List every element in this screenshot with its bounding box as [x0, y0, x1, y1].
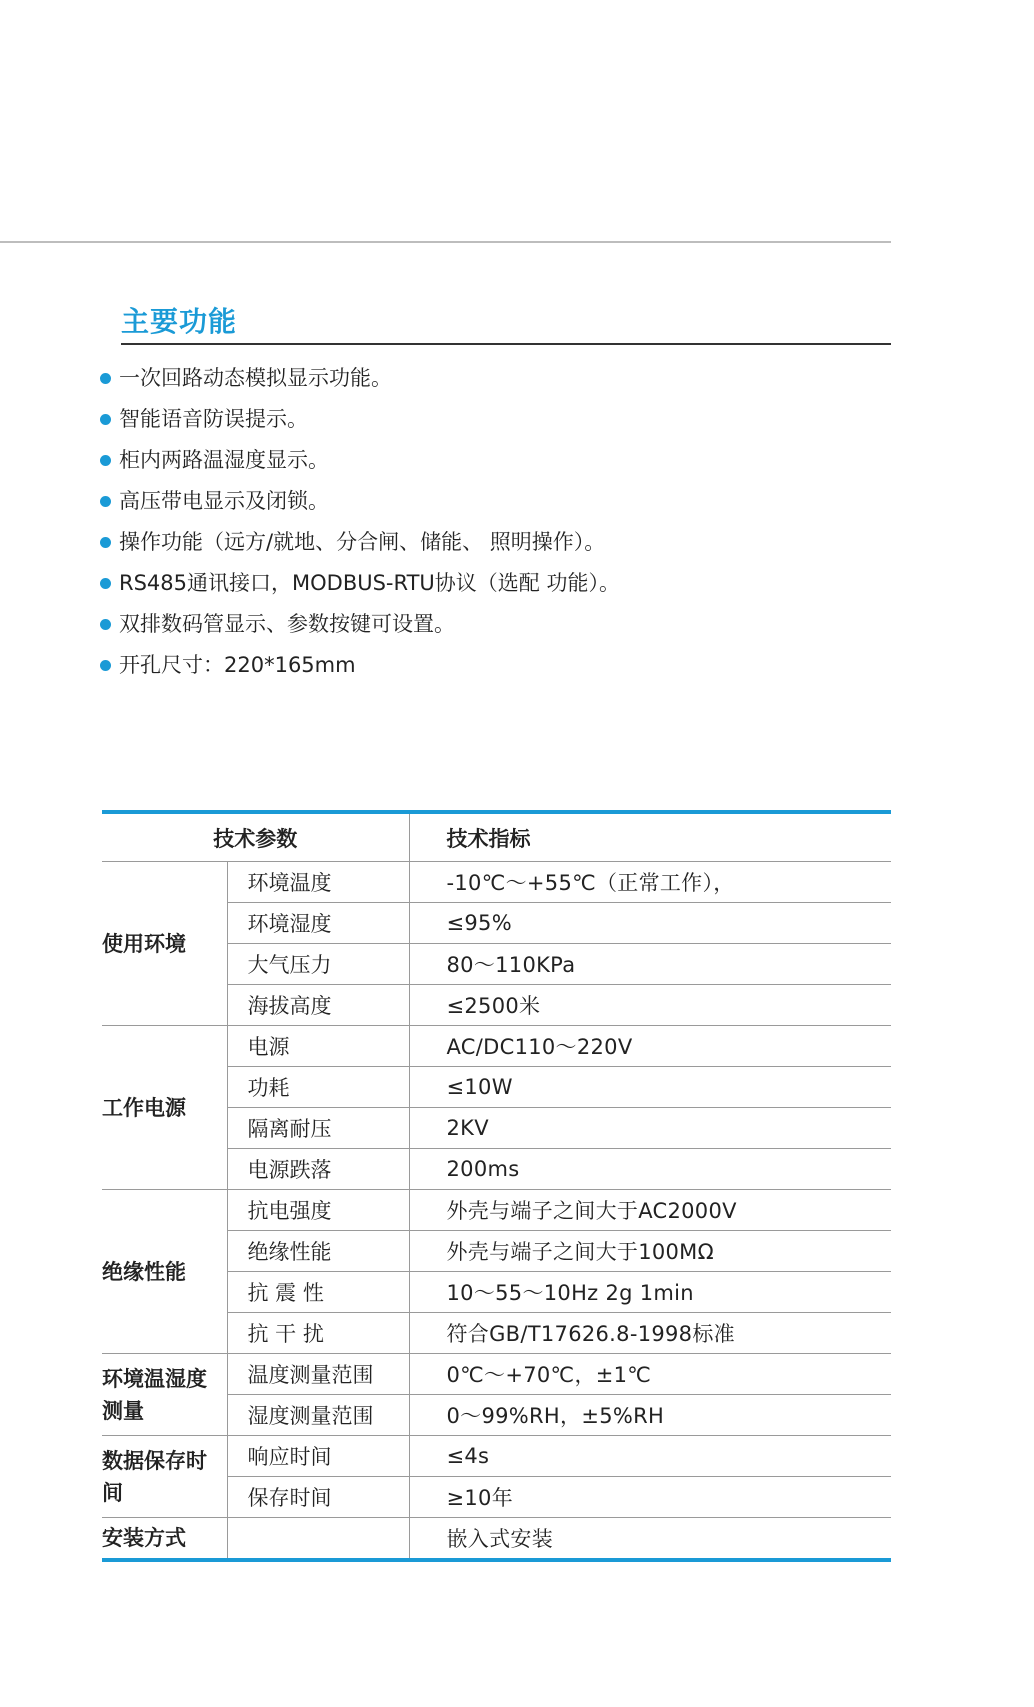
- value-cell: 200ms: [409, 1149, 891, 1190]
- value-cell: ≤95%: [409, 903, 891, 944]
- param-cell: 抗电强度: [227, 1190, 409, 1231]
- feature-list: [100, 358, 620, 686]
- value-cell: -10℃～+55℃（正常工作），: [409, 862, 891, 903]
- value-cell: ≤10W: [409, 1067, 891, 1108]
- param-cell: 电源跌落: [227, 1149, 409, 1190]
- table-row: [102, 1518, 891, 1561]
- feature-text: RS485通讯接口，MODBUS-RTU协议（选配 功能）。: [119, 571, 620, 595]
- param-cell: 隔离耐压: [227, 1108, 409, 1149]
- feature-text: 智能语音防误提示。: [119, 407, 308, 431]
- group-label: 使用环境: [102, 862, 227, 1026]
- value-cell: AC/DC110～220V: [409, 1026, 891, 1067]
- param-cell: 海拔高度: [227, 985, 409, 1026]
- param-cell: 保存时间: [227, 1477, 409, 1518]
- param-cell: 抗 震 性: [227, 1272, 409, 1313]
- table-row: [102, 1190, 891, 1231]
- spec-table: [102, 810, 891, 1562]
- param-cell: [227, 1518, 409, 1561]
- param-cell: 响应时间: [227, 1436, 409, 1477]
- value-cell: 2KV: [409, 1108, 891, 1149]
- list-item: [100, 522, 620, 563]
- list-item: [100, 358, 620, 399]
- list-item: [100, 399, 620, 440]
- value-cell: ≤2500米: [409, 985, 891, 1026]
- value-cell: 外壳与端子之间大于100MΩ: [409, 1231, 891, 1272]
- feature-text: 双排数码管显示、参数按键可设置。: [119, 612, 455, 636]
- group-label: 绝缘性能: [102, 1190, 227, 1354]
- feature-text: 一次回路动态模拟显示功能。: [119, 366, 392, 390]
- header-technical-index: 技术指标: [409, 812, 891, 862]
- table-row: [102, 1354, 891, 1395]
- group-label: 工作电源: [102, 1026, 227, 1190]
- bullet-icon: [100, 414, 111, 425]
- param-cell: 绝缘性能: [227, 1231, 409, 1272]
- header-technical-parameter: 技术参数: [102, 812, 409, 862]
- value-cell: 外壳与端子之间大于AC2000V: [409, 1190, 891, 1231]
- list-item: [100, 440, 620, 481]
- group-label: 安装方式: [102, 1518, 227, 1561]
- bullet-icon: [100, 496, 111, 507]
- group-label: 环境温湿度测量: [102, 1354, 227, 1436]
- value-cell: ≥10年: [409, 1477, 891, 1518]
- bullet-icon: [100, 455, 111, 466]
- list-item: [100, 604, 620, 645]
- value-cell: 嵌入式安装: [446, 1527, 553, 1551]
- section-title-underline: [121, 343, 891, 345]
- top-divider: [0, 241, 891, 243]
- table-row: [102, 1436, 891, 1477]
- param-cell: 湿度测量范围: [227, 1395, 409, 1436]
- value-cell: 0℃～+70℃，±1℃: [409, 1354, 891, 1395]
- list-item: [100, 645, 620, 686]
- value-cell: 符合GB/T17626.8-1998标准: [409, 1313, 891, 1354]
- bullet-icon: [100, 619, 111, 630]
- param-cell: 抗 干 扰: [227, 1313, 409, 1354]
- table-row: [102, 862, 891, 903]
- param-cell: 电源: [227, 1026, 409, 1067]
- value-cell: 10～55～10Hz 2g 1min: [409, 1272, 891, 1313]
- feature-text: 高压带电显示及闭锁。: [119, 489, 329, 513]
- param-cell: 功耗: [227, 1067, 409, 1108]
- value-cell: 0～99%RH，±5%RH: [409, 1395, 891, 1436]
- section-title-main-functions: 主要功能: [121, 305, 238, 338]
- param-cell: 环境湿度: [227, 903, 409, 944]
- list-item: [100, 481, 620, 522]
- bullet-icon: [100, 660, 111, 671]
- feature-text: 柜内两路温湿度显示。: [119, 448, 329, 472]
- feature-text: 操作功能（远方/就地、分合闸、储能、 照明操作）。: [119, 530, 606, 554]
- feature-text: 开孔尺寸：220*165mm: [119, 653, 356, 677]
- param-cell: 环境温度: [227, 862, 409, 903]
- group-label: 数据保存时间: [102, 1436, 227, 1518]
- bullet-icon: [100, 537, 111, 548]
- param-cell: 温度测量范围: [227, 1354, 409, 1395]
- value-cell: 80～110KPa: [409, 944, 891, 985]
- bullet-icon: [100, 578, 111, 589]
- table-row: [102, 1026, 891, 1067]
- value-cell: ≤4s: [409, 1436, 891, 1477]
- bullet-icon: [100, 373, 111, 384]
- param-cell: 大气压力: [227, 944, 409, 985]
- list-item: [100, 563, 620, 604]
- table-header-row: [102, 812, 891, 862]
